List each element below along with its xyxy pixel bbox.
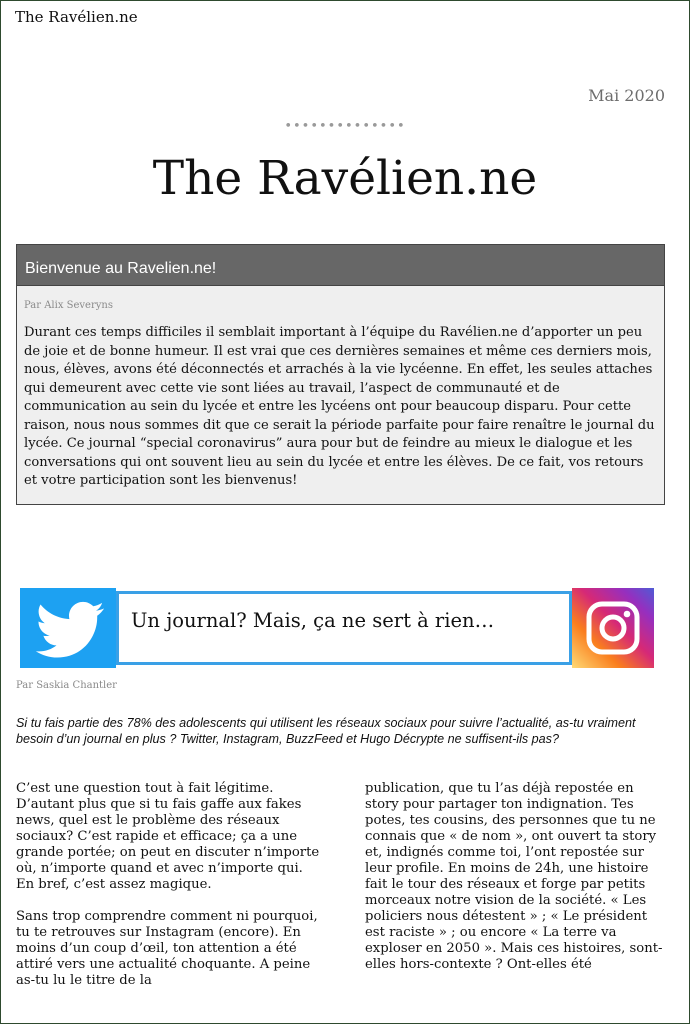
banner-title-box [116, 591, 572, 665]
article-column-right [365, 781, 670, 989]
article-paragraph: C’est une question tout à fait légitime. D’autant plus que si tu fais gaffe aux fakes news, quel est le problème des réseaux sociaux? C’est rapide et efficace; ça a une grande portée; on peut en discuter n’importe où, n’importe quand et avec n’importe qui. En bref, c’est assez magique. [16, 781, 320, 892]
article-banner [20, 588, 654, 668]
article-paragraph: publication, que tu l’as déjà repostée en story pour partager ton indignation. Tes potes, tes cousins, des personnes que tu ne connais que « de nom », ont ouvert ta story et, indignés comme toi, l’ont repostée sur leur profile. En moins de 24h, une histoire fait le tour des réseaux et forge par petits morceaux notre vision de la société. « Les policiers nous détestent » ; « Le président est raciste » ; ou encore « La terre va exploser en 2050 ». Mais ces histoires, sont-elles hors-contexte ? Ont-elles été [365, 781, 663, 972]
welcome-body: Durant ces temps difficiles il semblait important à l’équipe du Ravélien.ne d’apporter un peu de joie et de bonne humeur. Il est vrai que ces dernières semaines et même ces derniers mois, nous, élèves, avons été déconnectés et arrachés à la vie lycéenne. En effet, les seules attaches qui demeurent avec cette vie sont liées au travail, l’aspect de communauté et de communication au sein du lycée et entre les lycéens ont pour beaucoup disparu. Pour cette raison, nous nous sommes dit que ce serait la période parfaite pour faire renaître le journal du lycée. Ce journal “special coronavirus” aura pour but de feindre au mieux le dialogue et les conversations qui ont souvent lieu au sein du lycée et entre les élèves. De ce fait, vos retours et votre participation sont les bienvenus! [24, 325, 655, 488]
welcome-box [16, 244, 665, 505]
running-head: The Ravélien.ne [15, 8, 138, 26]
instagram-camera-icon [572, 588, 654, 668]
article-column-left [16, 781, 321, 1005]
instagram-logo-tile [572, 588, 654, 668]
article-paragraph: Sans trop comprendre comment ni pourquoi, tu te retrouves sur Instagram (encore). En moins d’un coup d’œil, ton attention a été attiré vers une actualité choquante. A peine as-tu lu le titre de la [16, 909, 318, 988]
twitter-logo-tile [20, 588, 116, 668]
masthead-title: The Ravélien.ne [152, 151, 538, 206]
article-title: Un journal? Mais, ça ne sert à rien… [131, 609, 495, 632]
article-lede: Si tu fais partie des 78% des adolescents qui utilisent les réseaux sociaux pour suivre l’actualité, as-tu vraiment besoin d’un journal en plus ? Twitter, Instagram, BuzzFeed et Hugo Décrypte ne suffisent-ils pas? [16, 716, 636, 746]
welcome-byline: Par Alix Severyns [24, 300, 113, 311]
welcome-heading: Bienvenue au Ravelien.ne! [17, 245, 664, 286]
twitter-bird-icon [20, 588, 116, 668]
article-byline: Par Saskia Chantler [16, 680, 117, 691]
issue-date: Mai 2020 [588, 86, 665, 105]
dot-divider: •••••••••••••• [284, 119, 406, 134]
